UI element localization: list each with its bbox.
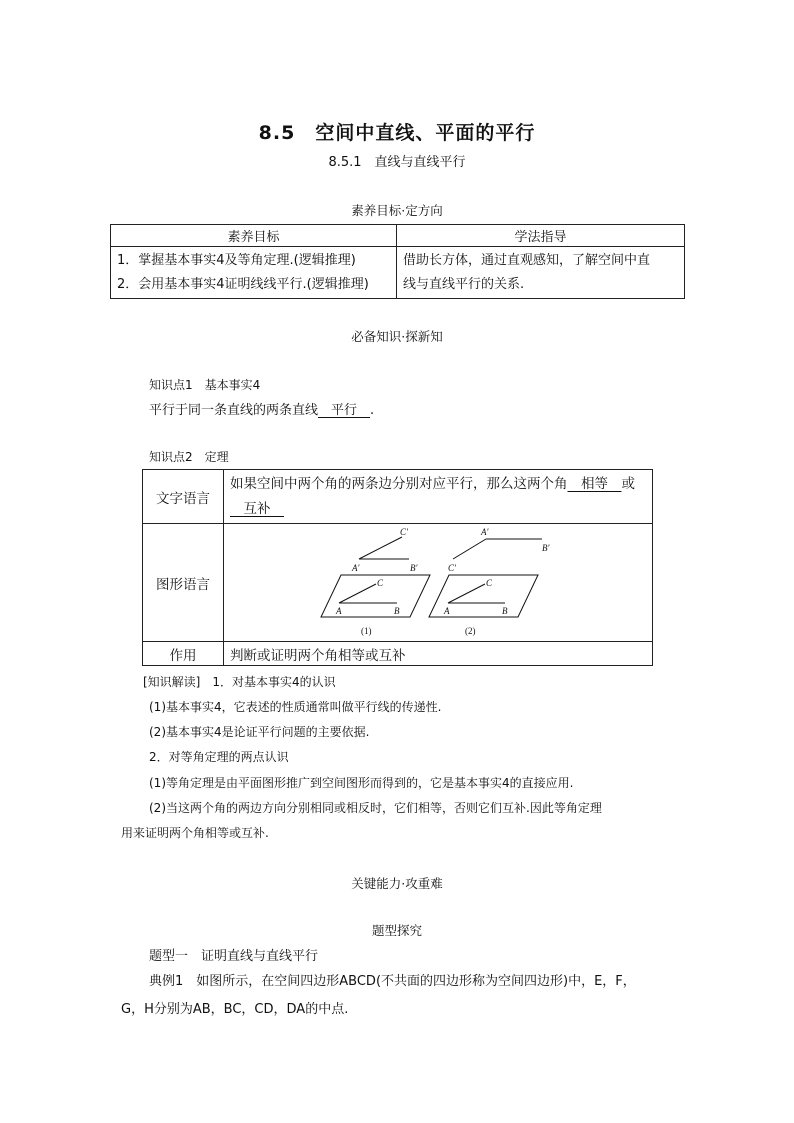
text-language-cell [224, 470, 653, 524]
figure-2 [429, 527, 550, 636]
example-1-line-2: G，H分别为AB，BC，CD，DA的中点. [121, 1002, 349, 1017]
fig2-upper-ray-ac [453, 539, 486, 559]
figure-language-label: 图形语言 [143, 524, 224, 642]
fig1-label-a: A [336, 606, 342, 616]
goal-line-2: 2．会用基本事实4证明线线平行.(逻辑推理) [117, 276, 369, 292]
knowledge-point-1-title: 知识点1 基本事实4 [149, 378, 261, 392]
fig2-caption: (2) [465, 626, 476, 636]
fig2-lower-ray-ac [448, 584, 485, 603]
interpretation-point-1: (1)基本事实4，它表述的性质通常叫做平行线的传递性. [149, 700, 442, 714]
section-heading-knowledge: 必备知识·探新知 [351, 329, 443, 344]
goals-left-cell [111, 247, 397, 299]
page-subtitle: 8.5.1 直线与直线平行 [328, 155, 466, 170]
interpretation-heading: [知识解读] 1．对基本事实4的认识 [143, 675, 336, 689]
function-label: 作用 [143, 642, 224, 666]
goals-header-right: 学法指导 [397, 225, 685, 247]
theorem-table [142, 469, 653, 666]
fig2-label-a-prime: A′ [481, 527, 489, 537]
interpretation-point-3: (1)等角定理是由平面图形推广到空间图形而得到的，它是基本事实4的直接应用. [149, 776, 574, 790]
fig1-caption: (1) [361, 626, 372, 636]
goals-header-left: 素养目标 [111, 225, 397, 247]
guidance-line-2: 线与直线平行的关系. [403, 276, 525, 292]
question-type-1-title: 题型一 证明直线与直线平行 [149, 949, 319, 964]
theorem-blank-equal: 相等 [567, 475, 622, 492]
fig2-label-a: A [444, 606, 450, 616]
goal-line-1: 1．掌握基本事实4及等角定理.(逻辑推理) [117, 252, 356, 268]
figure-1 [321, 527, 430, 636]
theorem-text-a: 如果空间中两个角的两条边分别对应平行，那么这两个角 [230, 475, 568, 492]
interpretation-point-4: (2)当这两个角的两边方向分别相同或相反时，它们相等，否则它们互补.因此等角定理 [149, 801, 602, 815]
fig2-label-c: C [486, 578, 493, 588]
interpretation-point-4-cont: 用来证明两个角相等或互补. [121, 826, 269, 840]
k1-suffix: . [370, 403, 375, 418]
section-heading-question-types: 题型探究 [371, 923, 422, 938]
guidance-cell [397, 247, 685, 299]
fig1-label-c-prime: C′ [400, 527, 408, 537]
fig1-label-c: C [377, 578, 384, 588]
knowledge-point-1-text [149, 399, 374, 418]
fig1-label-a-prime: A′ [352, 563, 360, 573]
theorem-blank-supplementary: 互补 [230, 500, 284, 517]
figure-language-cell [224, 524, 653, 642]
section-heading-goals: 素养目标·定方向 [351, 203, 443, 218]
function-text: 判断或证明两个角相等或互补 [224, 642, 653, 666]
theorem-text-b: 或 [621, 475, 635, 492]
page-title: 8.5 空间中直线、平面的平行 [258, 122, 536, 144]
fig2-label-b-prime: B′ [542, 543, 550, 553]
knowledge-point-2-title: 知识点2 定理 [149, 450, 229, 464]
interpretation-point-2: (2)基本事实4是论证平行问题的主要依据. [149, 725, 370, 739]
fig2-label-c-prime: C′ [448, 563, 456, 573]
fig1-label-b: B [394, 606, 400, 616]
example-1-line-1: 典例1 如图所示，在空间四边形ABCD(不共面的四边形称为空间四边形)中，E，F， [149, 974, 636, 989]
fig1-lower-ray-ac [339, 584, 376, 603]
fig2-label-b: B [502, 606, 508, 616]
section-heading-abilities: 关键能力·攻重难 [351, 876, 443, 891]
k1-answer-blank: 平行 [318, 403, 371, 418]
k1-prefix: 平行于同一条直线的两条直线 [149, 403, 319, 418]
angle-figures [224, 524, 651, 641]
fig1-label-b-prime: B′ [410, 563, 418, 573]
fig1-upper-ray-ac [359, 537, 402, 559]
text-language-label: 文字语言 [143, 470, 224, 524]
interpretation-subheading: 2．对等角定理的两点认识 [149, 750, 289, 764]
goals-table [110, 224, 685, 299]
guidance-line-1: 借助长方体，通过直观感知，了解空间中直 [403, 252, 651, 268]
